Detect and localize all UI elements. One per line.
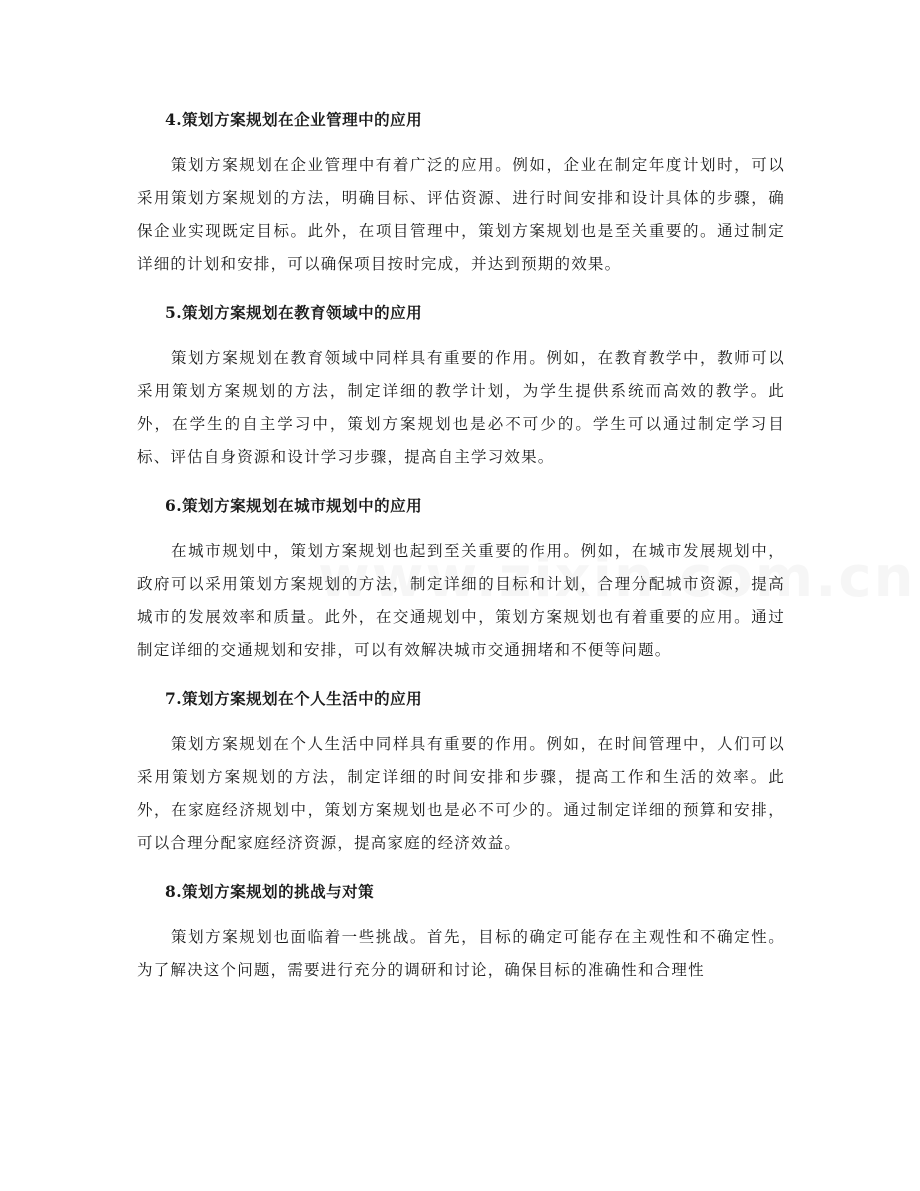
section-paragraph-7: 策划方案规划在个人生活中同样具有重要的作用。例如，在时间管理中，人们可以采用策划方案规划的方法，制定详细的时间安排和步骤，提高工作和生活的效率。此外，在家庭经济规划中，策划方案规划也是必不可少的。通过制定详细的预算和安排，可以合理分配家庭经济资源，提高家庭的经济效益。 <box>137 735 785 852</box>
section-heading-7: 7.策划方案规划在个人生活中的应用 <box>165 689 423 708</box>
document-body <box>137 103 785 1002</box>
section-paragraph-8: 策划方案规划也面临着一些挑战。首先，目标的确定可能存在主观性和不确定性。为了解决这个问题，需要进行充分的调研和讨论，确保目标的准确性和合理性 <box>137 928 785 979</box>
section-heading-5: 5.策划方案规划在教育领域中的应用 <box>165 303 423 322</box>
section-paragraph-6: 在城市规划中，策划方案规划也起到至关重要的作用。例如，在城市发展规划中，政府可以采用策划方案规划的方法，制定详细的目标和计划，合理分配城市资源，提高城市的发展效率和质量。此外，在交通规划中，策划方案规划也有着重要的应用。通过制定详细的交通规划和安排，可以有效解决城市交通拥堵和不便等问题。 <box>137 542 785 659</box>
section-paragraph-5: 策划方案规划在教育领域中同样具有重要的作用。例如，在教育教学中，教师可以采用策划方案规划的方法，制定详细的教学计划，为学生提供系统而高效的教学。此外，在学生的自主学习中，策划方案规划也是必不可少的。学生可以通过制定学习目标、评估自身资源和设计学习步骤，提高自主学习效果。 <box>137 349 785 466</box>
section-heading-6: 6.策划方案规划在城市规划中的应用 <box>165 496 423 515</box>
section-paragraph-4: 策划方案规划在企业管理中有着广泛的应用。例如，企业在制定年度计划时，可以采用策划方案规划的方法，明确目标、评估资源、进行时间安排和设计具体的步骤，确保企业实现既定目标。此外，在项目管理中，策划方案规划也是至关重要的。通过制定详细的计划和安排，可以确保项目按时完成，并达到预期的效果。 <box>137 156 785 273</box>
section-heading-8: 8.策划方案规划的挑战与对策 <box>165 882 375 901</box>
section-heading-4: 4.策划方案规划在企业管理中的应用 <box>165 110 423 129</box>
